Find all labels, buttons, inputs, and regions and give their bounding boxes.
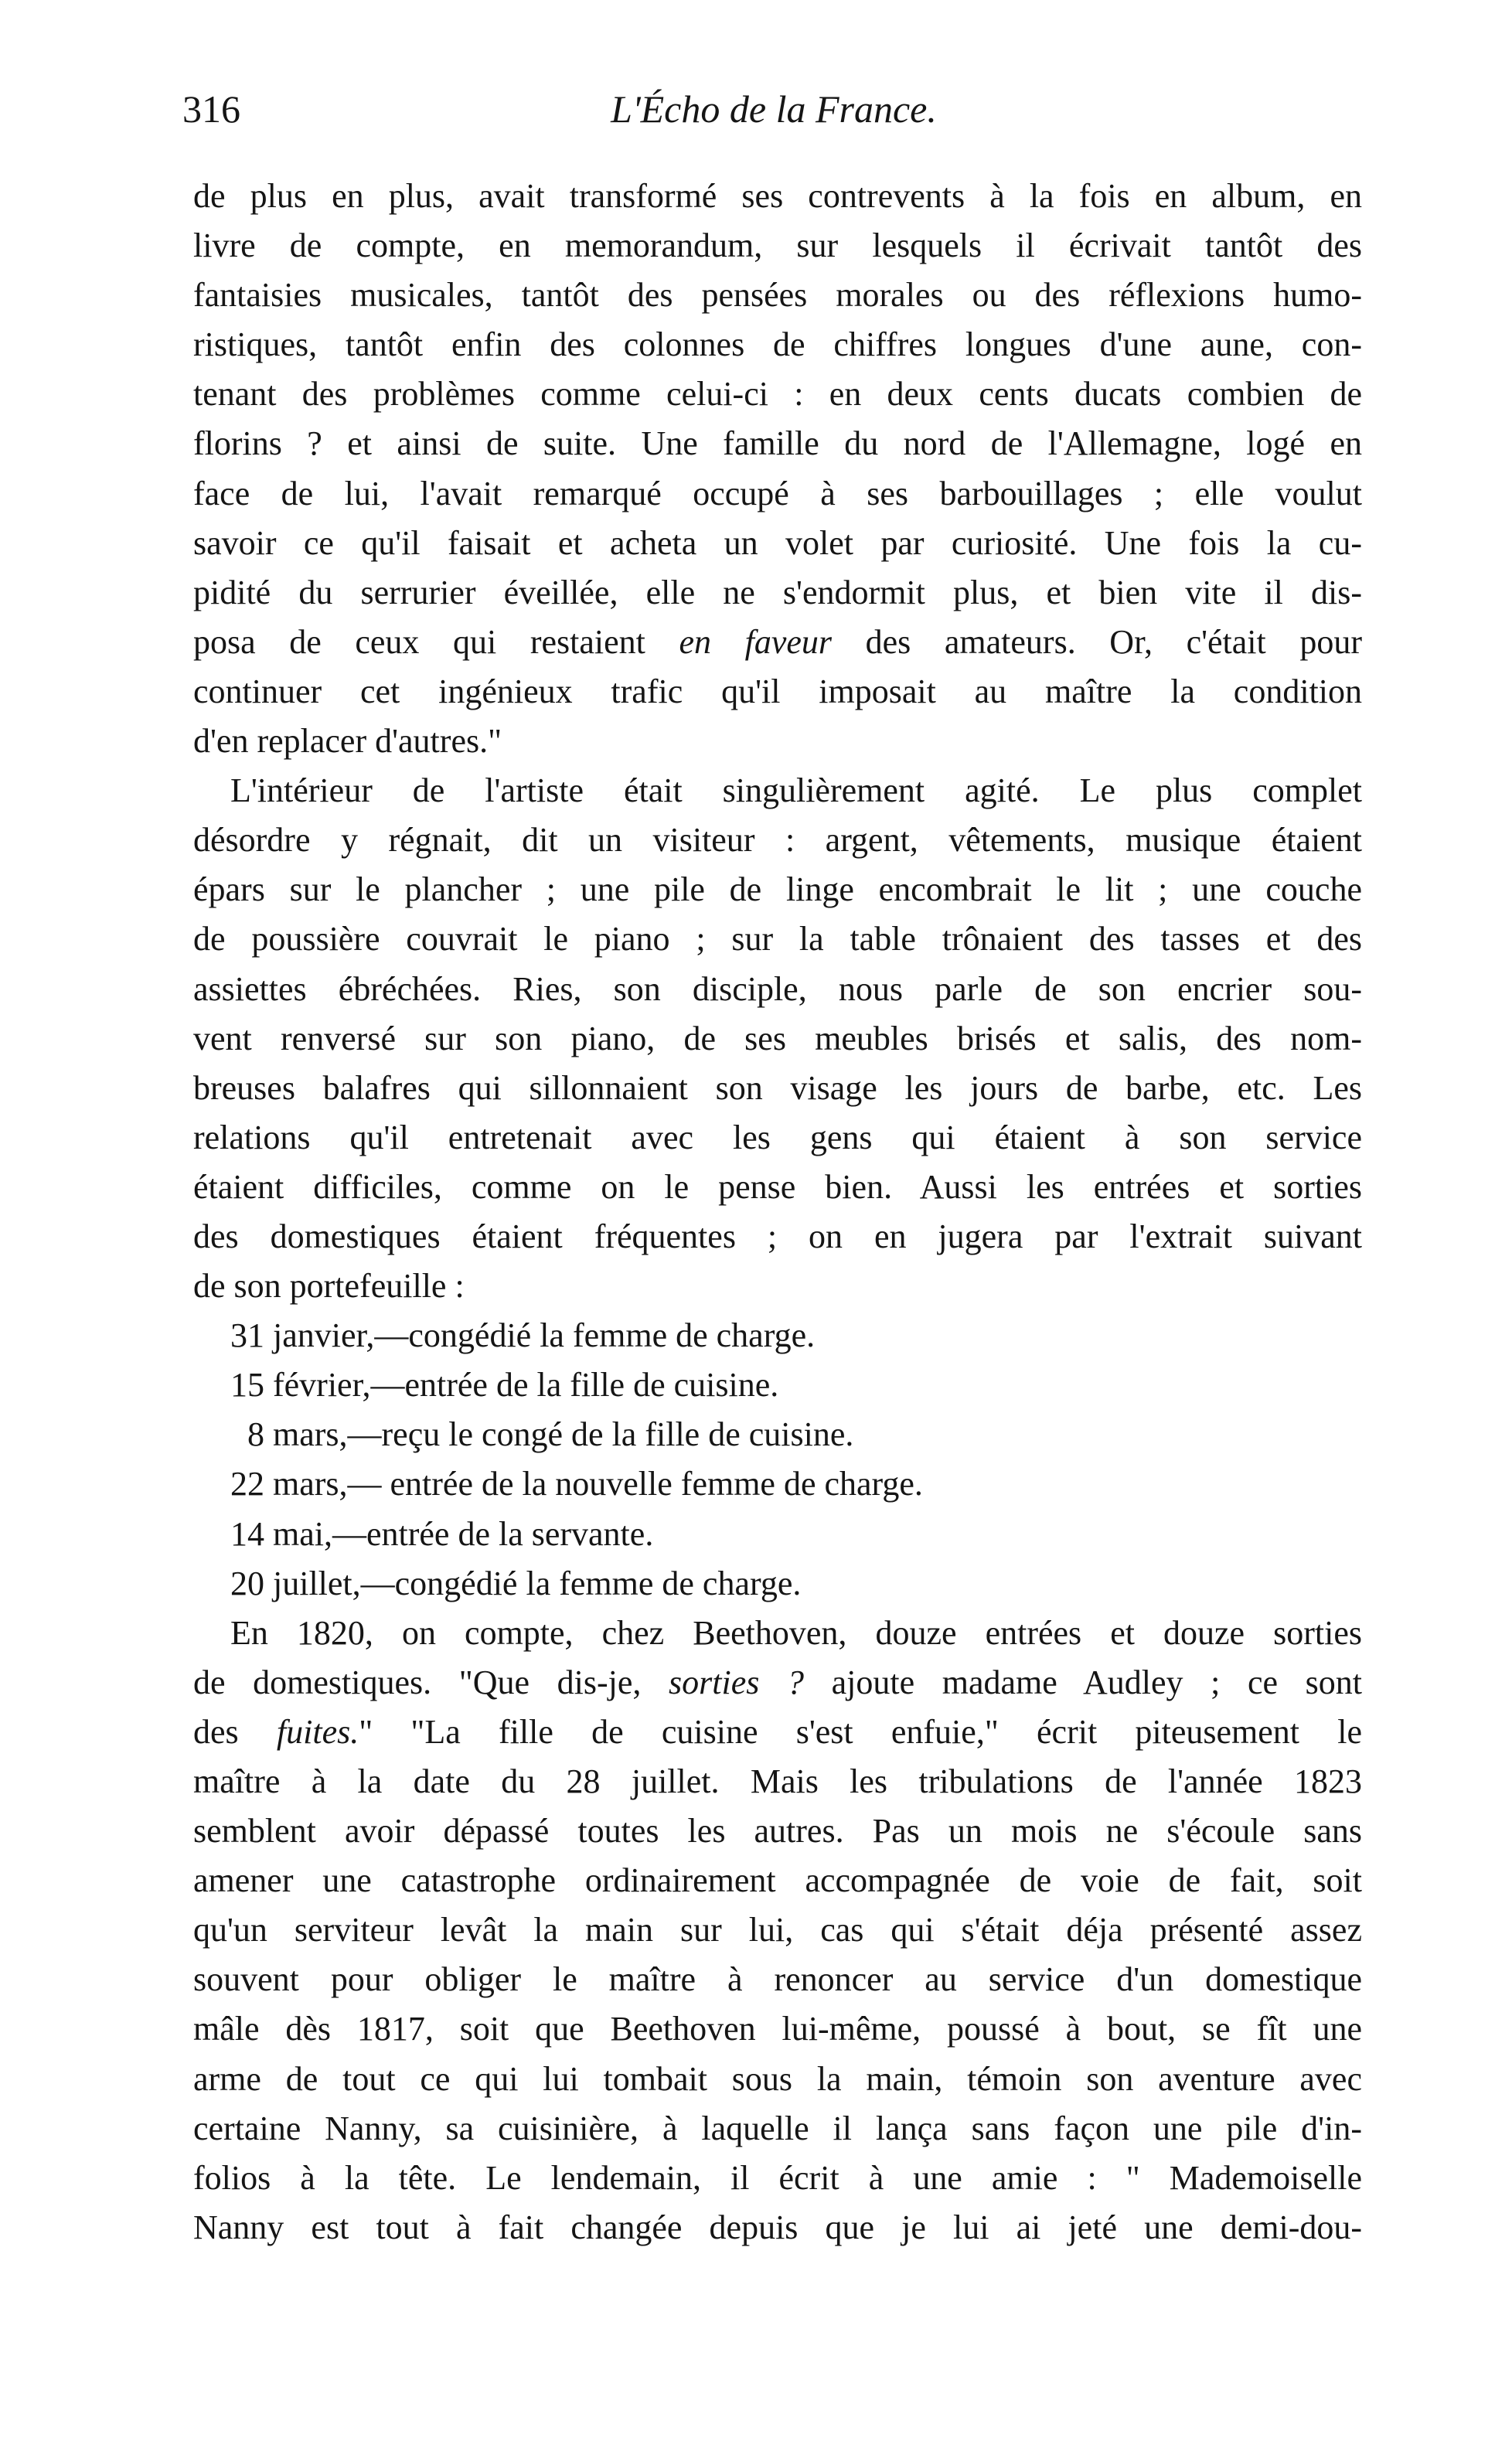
text-line: relations qu'il entretenait avec les gens qui étaient à son service <box>193 1118 1362 1156</box>
text-run: de domestiques. "Que dis-je, <box>193 1663 669 1701</box>
text-block <box>193 172 1362 2252</box>
journal-entry: 31 janvier,—congédié la femme de charge. <box>230 1316 816 1355</box>
italic-text: fuites. <box>276 1712 359 1751</box>
text-run: posa de ceux qui restaient <box>193 622 679 661</box>
text-line: En 1820, on compte, chez Beethoven, douze entrées et douze sorties <box>230 1613 1362 1652</box>
text-line <box>193 1658 1362 1708</box>
text-line: folios à la tête. Le lendemain, il écrit à une amie : " Mademoiselle <box>193 2158 1362 2197</box>
text-line: pidité du serrurier éveillée, elle ne s'endormit plus, et bien vite il dis- <box>193 573 1362 611</box>
text-line: vent renversé sur son piano, de ses meubles brisés et salis, des nom- <box>193 1019 1362 1057</box>
text-run: des amateurs. Or, c'était pour <box>832 622 1363 661</box>
running-head <box>182 82 1365 136</box>
text-run: des <box>193 1712 277 1751</box>
journal-entry: 20 juillet,—congédié la femme de charge. <box>230 1564 802 1602</box>
text-line: maître à la date du 28 juillet. Mais les tribulations de l'année 1823 <box>193 1762 1362 1800</box>
text-line: Nanny est tout à fait changée depuis que je lui ai jeté une demi-dou- <box>193 2208 1362 2246</box>
journal-entry: 15 février,—entrée de la fille de cuisine. <box>230 1366 779 1405</box>
journal-entry: 8 mars,—reçu le congé de la fille de cuisine. <box>247 1415 854 1454</box>
text-line: assiettes ébréchées. Ries, son disciple, nous parle de son encrier sou- <box>193 969 1362 1008</box>
text-line: souvent pour obliger le maître à renoncer au service d'un domestique <box>193 1960 1362 1999</box>
text-line: livre de compte, en memorandum, sur lesquels il écrivait tantôt des <box>193 226 1362 265</box>
text-line: désordre y régnait, dit un visiteur : argent, vêtements, musique étaient <box>193 821 1362 860</box>
text-run: " "La fille de cuisine s'est enfuie," écrit piteusement le <box>359 1712 1362 1751</box>
text-line: face de lui, l'avait remarqué occupé à ses barbouillages ; elle voulut <box>193 474 1362 512</box>
journal-entry: 22 mars,— entrée de la nouvelle femme de charge. <box>230 1465 923 1503</box>
text-line: certaine Nanny, sa cuisinière, à laquelle il lança sans façon une pile d'in- <box>193 2109 1362 2147</box>
text-line: de poussière couvrait le piano ; sur la table trônaient des tasses et des <box>193 920 1362 959</box>
text-line: de son portefeuille : <box>193 1267 465 1306</box>
text-line: des domestiques étaient fréquentes ; on en jugera par l'extrait suivant <box>193 1217 1362 1255</box>
text-line: breuses balafres qui sillonnaient son visage les jours de barbe, etc. Les <box>193 1068 1362 1107</box>
text-line: semblent avoir dépassé toutes les autres. Pas un mois ne s'écoule sans <box>193 1812 1362 1851</box>
text-line: ristiques, tantôt enfin des colonnes de chiffres longues d'une aune, con- <box>193 325 1362 364</box>
journal-entry: 14 mai,—entrée de la servante. <box>230 1514 654 1553</box>
text-run: ajoute madame Audley ; ce sont <box>803 1663 1362 1701</box>
text-line: florins ? et ainsi de suite. Une famille du nord de l'Allemagne, logé en <box>193 424 1362 463</box>
running-title: L'Écho de la France. <box>611 87 937 131</box>
text-line <box>193 618 1362 667</box>
italic-text: sorties ? <box>669 1663 804 1701</box>
text-line: arme de tout ce qui lui tombait sous la main, témoin son aventure avec <box>193 2059 1362 2098</box>
text-line: L'intérieur de l'artiste était singulièrement agité. Le plus complet <box>230 771 1362 810</box>
text-line: d'en replacer d'autres." <box>193 722 502 761</box>
text-line: épars sur le plancher ; une pile de linge encombrait le lit ; une couche <box>193 870 1362 909</box>
text-line: de plus en plus, avait transformé ses contrevents à la fois en album, en <box>193 177 1362 215</box>
text-line: mâle dès 1817, soit que Beethoven lui-même, poussé à bout, se fît une <box>193 2010 1362 2048</box>
text-line: fantaisies musicales, tantôt des pensées morales ou des réflexions humo- <box>193 276 1362 315</box>
text-line: savoir ce qu'il faisait et acheta un volet par curiosité. Une fois la cu- <box>193 523 1362 562</box>
text-line: tenant des problèmes comme celui-ci : en deux cents ducats combien de <box>193 375 1362 414</box>
text-line: continuer cet ingénieux trafic qu'il imposait au maître la condition <box>193 672 1362 710</box>
italic-text: en faveur <box>679 622 833 661</box>
text-line: étaient difficiles, comme on le pense bien. Aussi les entrées et sorties <box>193 1167 1362 1206</box>
text-line: amener une catastrophe ordinairement accompagnée de voie de fait, soit <box>193 1861 1362 1900</box>
text-line <box>193 1708 1362 1757</box>
text-line: qu'un serviteur levât la main sur lui, cas qui s'était déja présenté assez <box>193 1911 1362 1949</box>
page-number: 316 <box>182 87 240 131</box>
